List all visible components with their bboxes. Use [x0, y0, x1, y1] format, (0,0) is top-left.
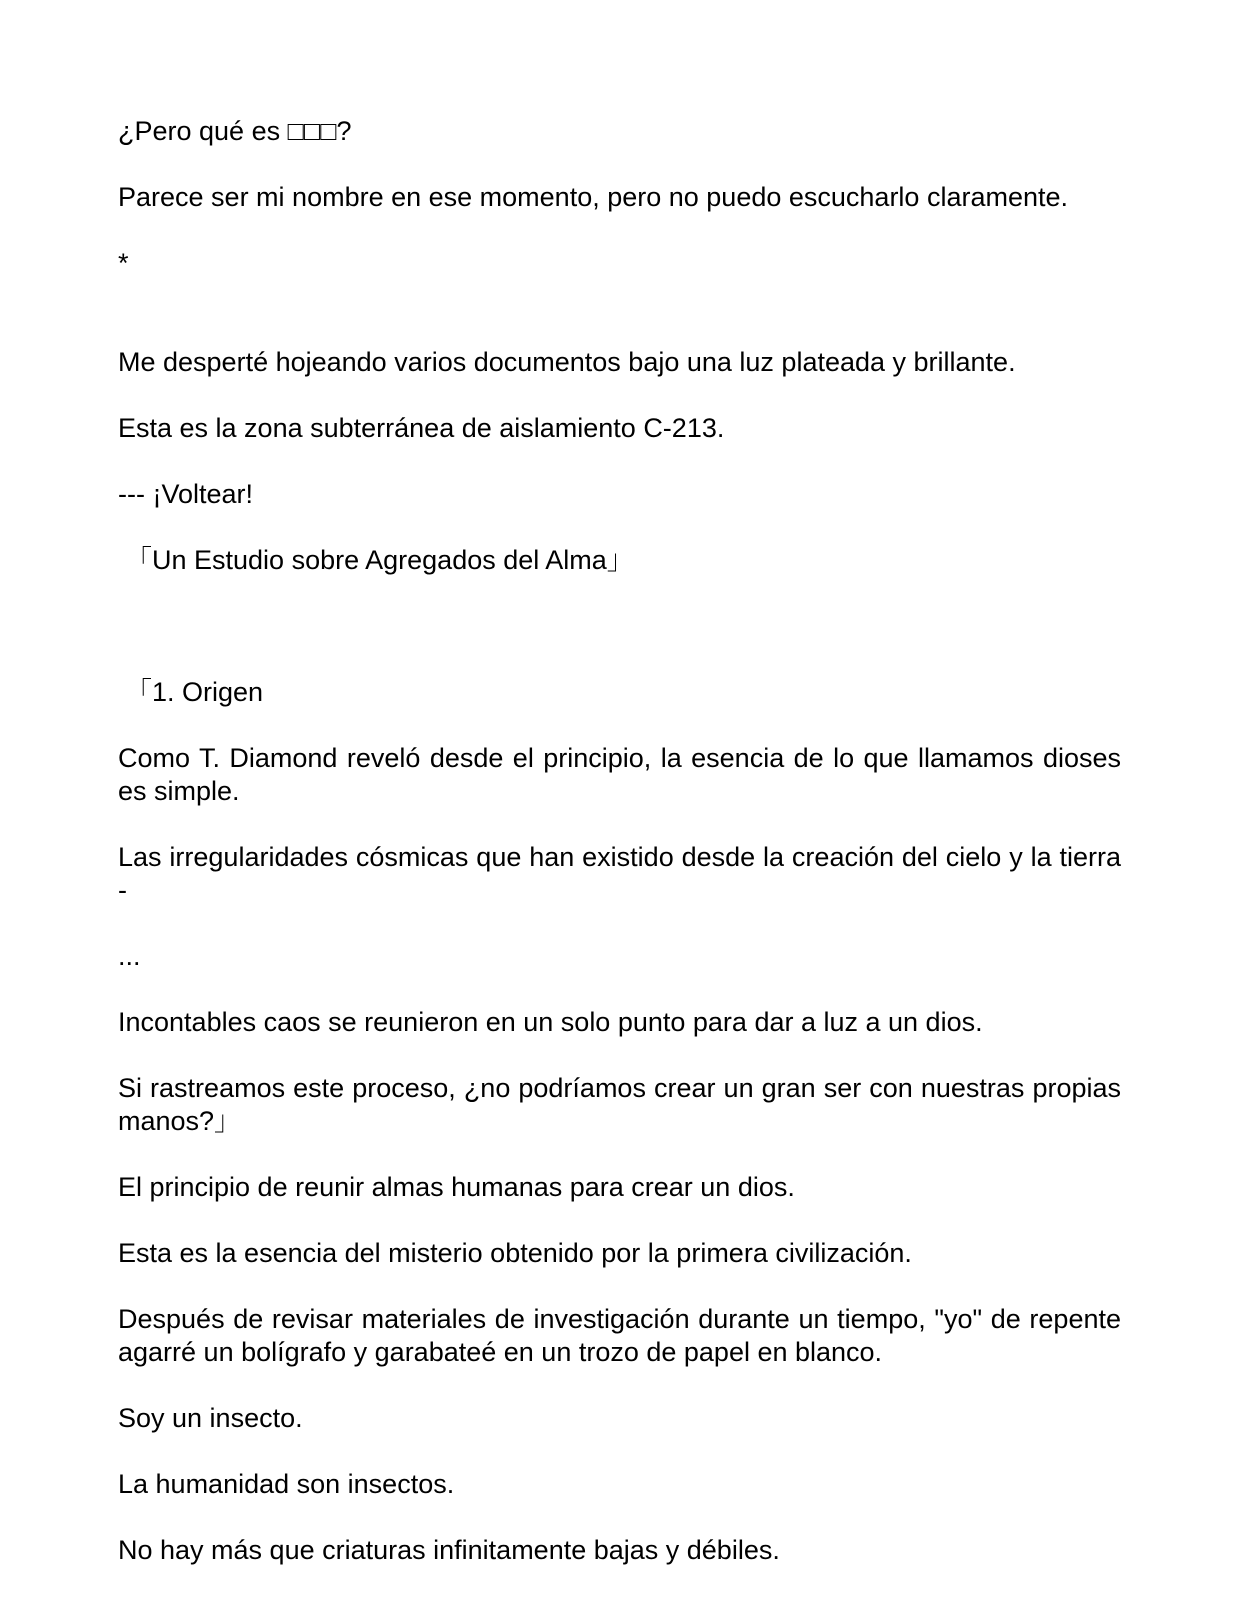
- section-heading: 「1. Origen: [125, 677, 264, 707]
- paragraph-name: Parece ser mi nombre en ese momento, pero no puedo escucharlo claramente.: [118, 182, 1069, 212]
- paragraph-awake: Me desperté hojeando varios documentos bajo una luz plateada y brillante.: [118, 347, 1016, 377]
- blank-lines: [118, 610, 1121, 676]
- paragraph-research: Después de revisar materiales de investigación durante un tiempo, "yo" de repente agarré un bolígrafo y garabateé en un trozo de papel en blanco.: [118, 1304, 1121, 1367]
- paragraph-flip: --- ¡Voltear!: [118, 479, 254, 509]
- paragraph-irregularities: Las irregularidades cósmicas que han existido desde la creación del cielo y la tierra -: [118, 842, 1121, 905]
- document-body: [118, 115, 1121, 1600]
- paragraph-insect: Soy un insecto.: [118, 1403, 303, 1433]
- document-title: 「Un Estudio sobre Agregados del Alma」: [125, 545, 634, 575]
- paragraph-principle: El principio de reunir almas humanas para crear un dios.: [118, 1172, 795, 1202]
- paragraph-chaos: Incontables caos se reunieron en un solo punto para dar a luz a un dios.: [118, 1007, 983, 1037]
- paragraph-trace: Si rastreamos este proceso, ¿no podríamos crear un gran ser con nuestras propias manos?」: [118, 1073, 1121, 1136]
- blank-line: [118, 313, 1121, 346]
- scene-break: *: [118, 248, 129, 278]
- paragraph-humanity: La humanidad son insectos.: [118, 1469, 455, 1499]
- paragraph-essence: Esta es la esencia del misterio obtenido por la primera civilización.: [118, 1238, 912, 1268]
- paragraph-zone: Esta es la zona subterránea de aislamiento C-213.: [118, 413, 725, 443]
- paragraph-ellipsis: ...: [118, 941, 141, 971]
- paragraph-creatures: No hay más que criaturas infinitamente bajas y débiles.: [118, 1535, 780, 1565]
- paragraph-diamond: Como T. Diamond reveló desde el principio, la esencia de lo que llamamos dioses es simple.: [118, 743, 1121, 806]
- paragraph-question: ¿Pero qué es □□□?: [118, 116, 352, 146]
